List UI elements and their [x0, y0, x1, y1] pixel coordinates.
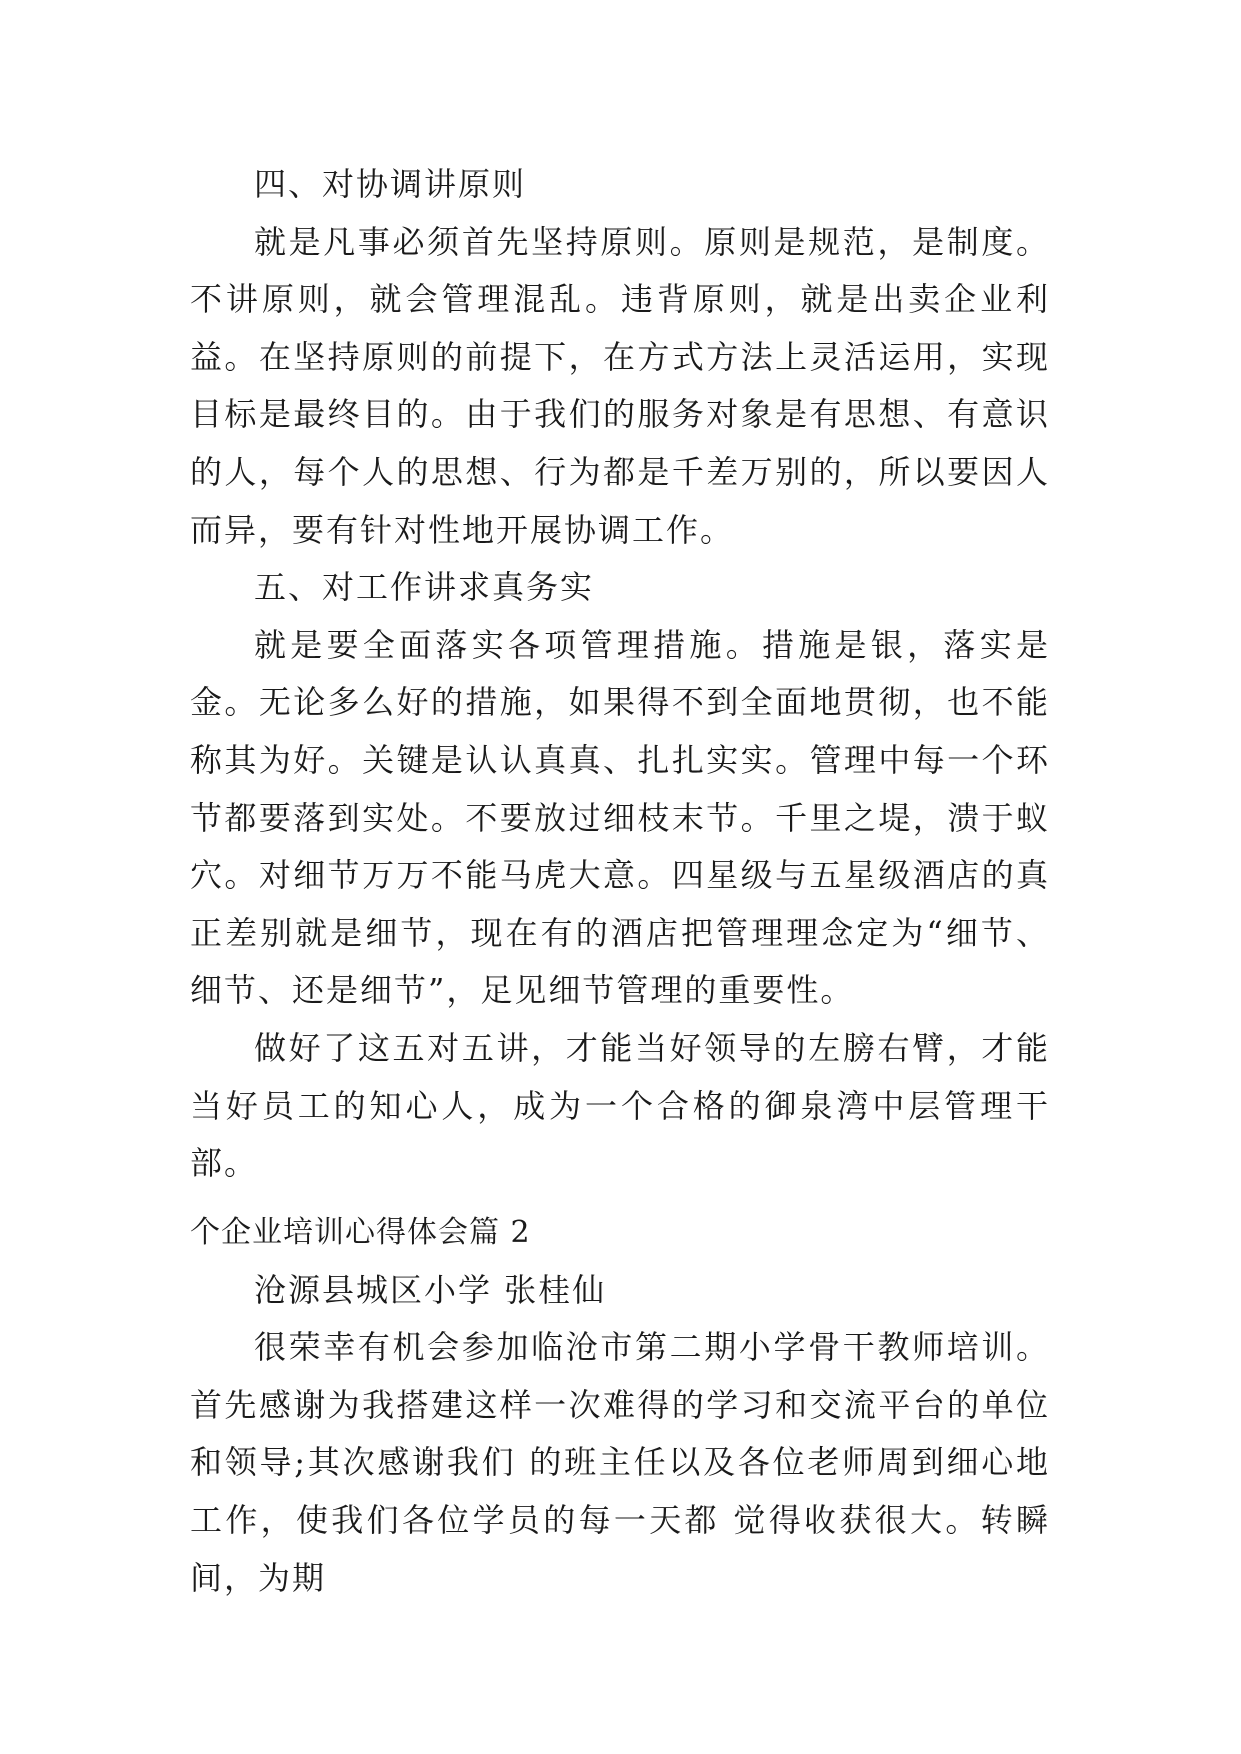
- author-line: 沧源县城区小学 张桂仙: [254, 1270, 607, 1309]
- heading-four: 四、对协调讲原则: [254, 165, 527, 203]
- paragraph-intro: 很荣幸有机会参加临沧市第二期小学骨干教师培训。首先感谢为我搭建这样一次难得的学习和交流平台的单位和领导;其次感谢我们 的班主任以及各位老师周到细心地工作，使我们各位学员的每一天都 觉得收获很大。转瞬间，为期: [190, 1328, 1050, 1597]
- paragraph-five: 就是要全面落实各项管理措施。措施是银，落实是金。无论多么好的措施，如果得不到全面地贯彻，也不能称其为好。关键是认认真真、扎扎实实。管理中每一个环节都要落到实处。不要放过细枝末节。千里之堤，溃于蚁穴。对细节万万不能马虎大意。四星级与五星级酒店的真正差别就是细节，现在有的酒店把管理理念定为“细节、细节、还是细节”，足见细节管理的重要性。: [190, 625, 1050, 1010]
- section-title: 个企业培训心得体会篇 2: [190, 1215, 531, 1250]
- paragraph-four: 就是凡事必须首先坚持原则。原则是规范，是制度。不讲原则，就会管理混乱。违背原则，就是出卖企业利益。在坚持原则的前提下，在方式方法上灵活运用，实现目标是最终目的。由于我们的服务对象是有思想、有意识的人，每个人的思想、行为都是千差万别的，所以要因人而异，要有针对性地开展协调工作。: [190, 222, 1050, 549]
- section-one: [190, 156, 1050, 1193]
- section-two: [190, 1204, 1050, 1607]
- paragraph-conclusion: 做好了这五对五讲，才能当好领导的左膀右臂，才能当好员工的知心人，成为一个合格的御泉湾中层管理干部。: [190, 1028, 1050, 1183]
- heading-five: 五、对工作讲求真务实: [254, 568, 595, 607]
